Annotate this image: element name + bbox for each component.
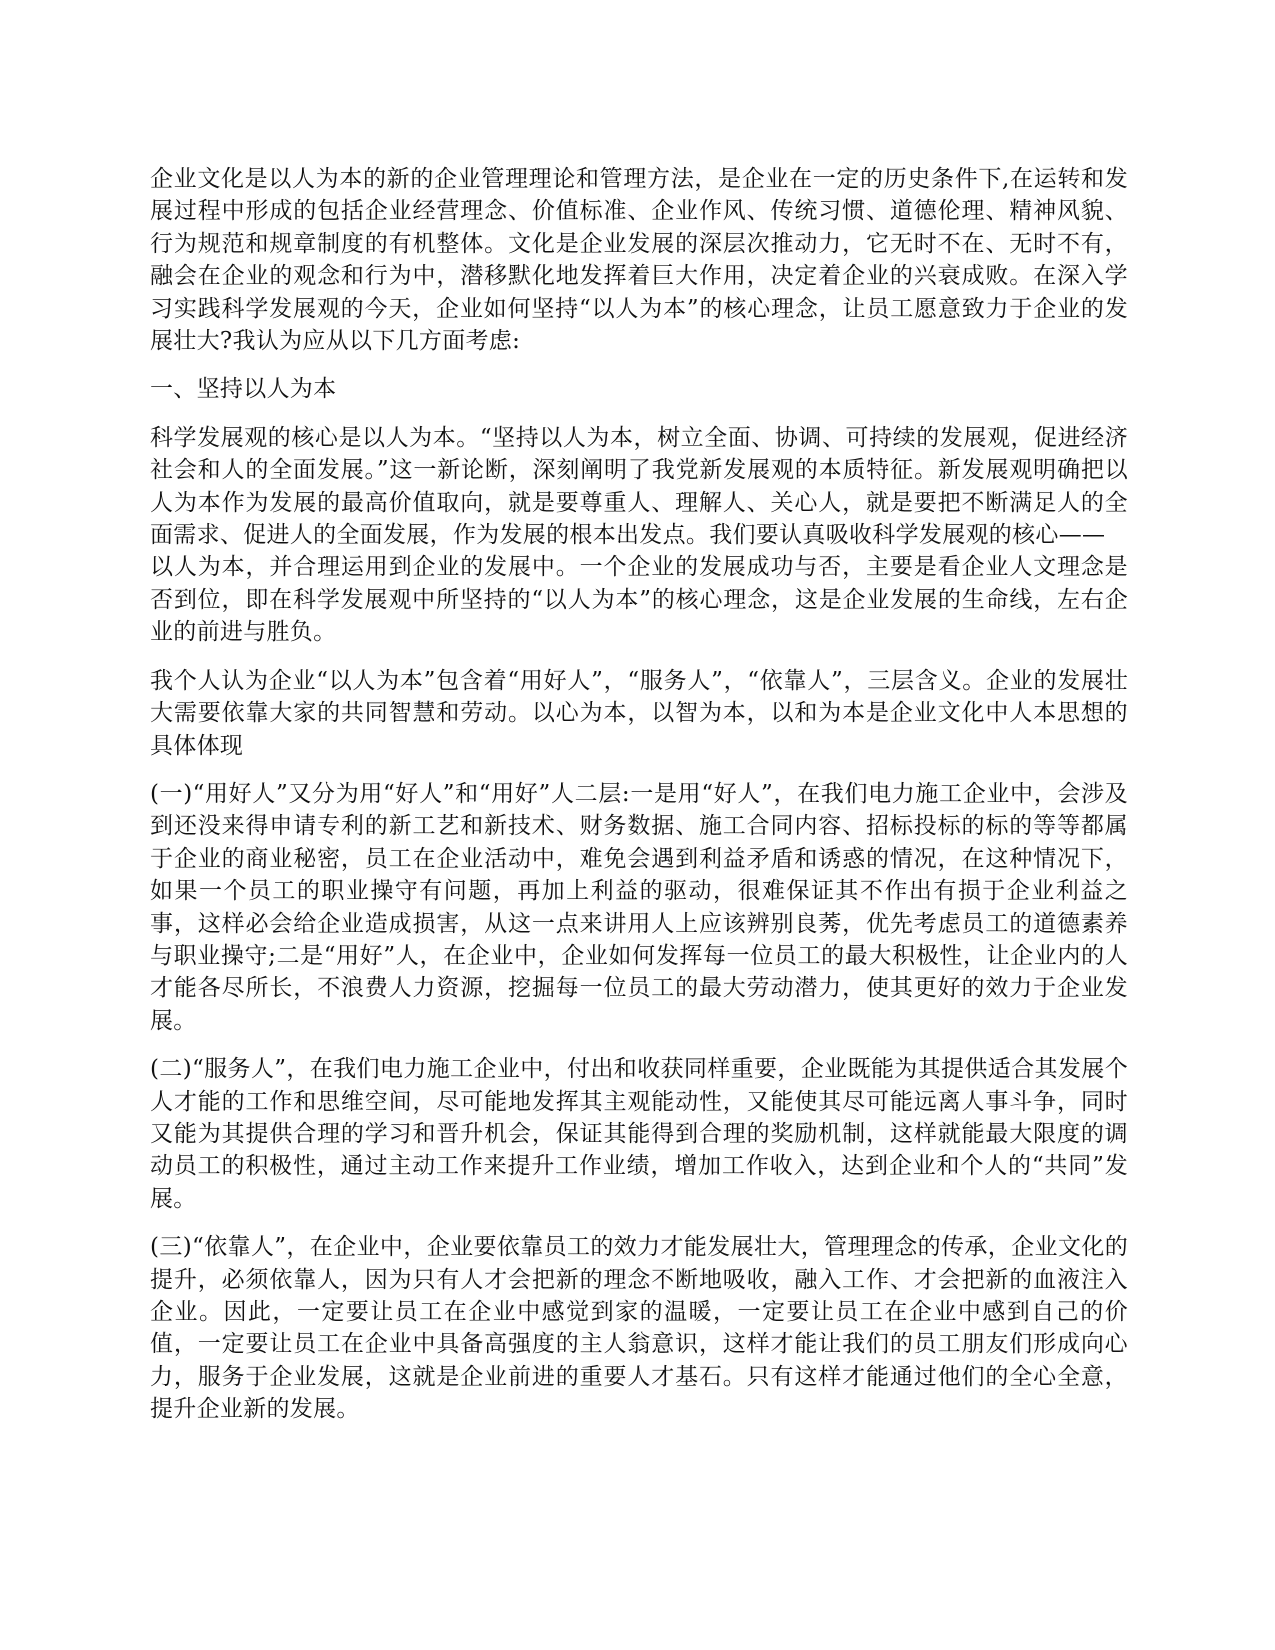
core-concept-continued-paragraph: 以人为本，并合理运用到企业的发展中。一个企业的发展成功与否，主要是看企业人文理念是否到位，即在科学发展观中所坚持的“以人为本”的核心理念，这是企业发展的生命线，左右企业的前进与胜负。 bbox=[150, 554, 1128, 646]
section-heading: 一、坚持以人为本 bbox=[150, 376, 337, 403]
intro-paragraph: 企业文化是以人为本的新的企业管理理论和管理方法，是企业在一定的历史条件下,在运转和发展过程中形成的包括企业经营理念、价值标准、企业作风、传统习惯、道德伦理、精神风貌、行为规范和规章制度的有机整体。文化是企业发展的深层次推动力，它无时不在、无时不有，融会在企业的观念和行为中，潜移默化地发挥着巨大作用，决定着企业的兴衰成败。在深入学习实践科学发展观的今天，企业如何坚持“以人为本”的核心理念，让员工愿意致力于企业的发展壮大?我认为应从以下几方面考虑: bbox=[150, 166, 1128, 355]
core-concept-paragraph: 科学发展观的核心是以人为本。“坚持以人为本，树立全面、协调、可持续的发展观，促进经济社会和人的全面发展。”这一新论断，深刻阐明了我党新发展观的本质特征。新发展观明确把以人为本作为发展的最高价值取向，就是要尊重人、理解人、关心人，就是要把不断满足人的全面需求、促进人的全面发展，作为发展的根本出发点。我们要认真吸收科学发展观的核心—— bbox=[150, 424, 1128, 549]
point-one-paragraph: (一)“用好人”又分为用“好人”和“用好”人二层:一是用“好人”，在我们电力施工企业中，会涉及到还没来得申请专利的新工艺和新技术、财务数据、施工合同内容、招标投标的标的等等都属于企业的商业秘密，员工在企业活动中，难免会遇到利益矛盾和诱惑的情况，在这种情况下，如果一个员工的职业操守有问题，再加上利益的驱动，很难保证其不作出有损于企业利益之事，这样必会给企业造成损害，从这一点来讲用人上应该辨别良莠，优先考虑员工的道德素养与职业操守;二是“用好”人，在企业中，企业如何发挥每一位员工的最大积极性，让企业内的人才能各尽所长，不浪费人力资源，挖掘每一位员工的最大劳动潜力，使其更好的效力于企业发展。 bbox=[150, 780, 1128, 1034]
three-meanings-paragraph: 我个人认为企业“以人为本”包含着“用好人”，“服务人”，“依靠人”，三层含义。企业的发展壮大需要依靠大家的共同智慧和劳动。以心为本，以智为本，以和为本是企业文化中人本思想的具体体现 bbox=[150, 667, 1128, 759]
point-three-paragraph: (三)“依靠人”，在企业中，企业要依靠员工的效力才能发展壮大，管理理念的传承，企业文化的提升，必须依靠人，因为只有人才会把新的理念不断地吸收，融入工作、才会把新的血液注入企业。因此，一定要让员工在企业中感觉到家的温暖，一定要让员工在企业中感到自己的价值，一定要让员工在企业中具备高强度的主人翁意识，这样才能让我们的员工朋友们形成向心力，服务于企业发展，这就是企业前进的重要人才基石。只有这样才能通过他们的全心全意，提升企业新的发展。 bbox=[150, 1234, 1128, 1423]
document-body bbox=[150, 163, 1128, 1442]
point-two-paragraph: (二)“服务人”，在我们电力施工企业中，付出和收获同样重要，企业既能为其提供适合其发展个人才能的工作和思维空间，尽可能地发挥其主观能动性，又能使其尽可能远离人事斗争，同时又能为其提供合理的学习和晋升机会，保证其能得到合理的奖励机制，这样就能最大限度的调动员工的积极性，通过主动工作来提升工作业绩，增加工作收入，达到企业和个人的“共同”发展。 bbox=[150, 1056, 1128, 1212]
